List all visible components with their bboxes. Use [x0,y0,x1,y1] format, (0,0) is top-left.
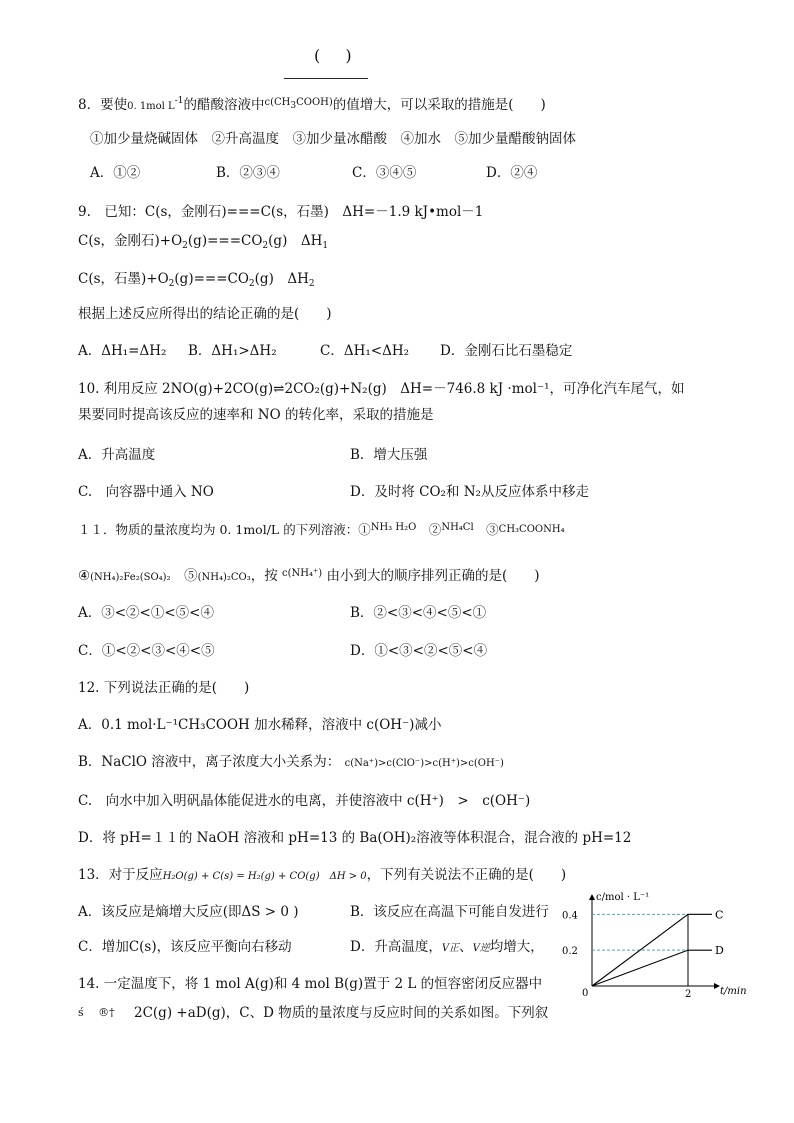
q8-option-c: C．③④⑤ [352,165,417,181]
q13-option-d-a: D．升高温度， [350,939,442,955]
q8-conc-text: 0. 1mol L [127,101,175,112]
q8-ratio-b: COOH) [296,97,333,108]
q9-option-d: D．金刚石比石墨稳定 [440,343,573,359]
q10-option-c: C. 向容器中通入 NO [78,484,214,500]
q11-option-d: D．①<③<②<⑤<④ [350,643,488,659]
q9-eq2-c: (g) ΔH [254,271,309,287]
q9-option-b: B．ΔH₁>ΔH₂ [188,343,277,359]
q10-line1: 10. 利用反应 2NO(g)+2CO(g)⇌2CO₂(g)+N₂(g) ΔH=－746.8 kJ ·mol⁻¹，可净化汽车尾气，如 [78,381,685,397]
q13-sep: 、 [459,939,473,955]
q11-mid: ，按 [250,568,278,584]
q9-eq2-a: C(s，石墨)+O [78,271,169,287]
q10-option-b: B．增大压强 [350,447,428,463]
q8-stem-a: 8．要使 [78,97,128,113]
q11-solution-2: NH₄Cl [441,522,474,533]
x-tick-0: 0 [582,988,589,999]
q8-ratio [264,97,333,111]
q9-stem: 9. 已知：C(s，金刚石)===C(s，石墨) ΔH=－1.9 kJ•mol－1 [78,204,484,220]
q11-solution-1: NH₃ H₂O [370,522,417,533]
q8-stem [78,92,546,116]
q9-eq1-a: C(s，金刚石)+O [78,233,183,249]
q8-option-b: B．②③④ [216,165,280,181]
q10-option-d: D．及时将 CO₂和 N₂从反应体系中移走 [350,484,589,500]
q13-v-reverse: V逆 [472,943,490,954]
q13-stem [78,866,566,886]
q8-conc-sup: -1 [174,96,184,106]
q13-option-a: A．该反应是熵增大反应(即ΔS > 0 ) [78,904,299,920]
y-axis-arrow [589,894,595,900]
q12-option-b-text: B．NaClO 溶液中，离子浓度大小关系为： [78,754,341,770]
x-tick-2: 2 [685,989,692,1000]
q8-conc [127,96,184,112]
y-tick-0-2: 0.2 [562,946,578,958]
q13-stem-a: 13．对于反应 [78,867,163,883]
q11-solution-3: CH₃COONH₄ [498,524,565,535]
q9-option-a: A．ΔH₁=ΔH₂ [78,343,167,359]
q13-option-c: C．增加C(s)，该反应平衡向右移动 [78,939,292,955]
q14-line2: 2C(g) +aD(g)，C、D 物质的量浓度与反应时间的关系如图。下列叙 [134,1005,549,1021]
answer-blank [284,46,368,79]
q8-stem-c: 的值增大，可以采取的措施是( ) [332,97,546,113]
q13-reaction: H₂O(g) + C(s) = H₂(g) + CO(g) ΔH > 0 [162,871,367,882]
series-line-D [592,950,712,986]
q13-option-d [350,938,544,958]
q10-option-a: A．升高温度 [78,447,156,463]
q11-tail: 由小到大的顺序排列正确的是( ) [326,568,540,584]
concentration-time-chart [558,888,747,1006]
q9-eq1-c: (g) ΔH [268,233,323,249]
q13-stem-b: ，下列有关说法不正确的是( ) [366,867,567,883]
q11-ion: c(NH₄⁺) [282,568,323,579]
q11-option-c: C．①<②<③<④<⑤ [78,643,215,659]
series-label-C: C [715,908,724,922]
q8-ratio-sub: 3 [290,101,297,111]
q8-measures: ①加少量烧碱固体 ②升高温度 ③加少量冰醋酸 ④加水 ⑤加少量醋酸钠固体 [90,131,576,147]
q12-option-d: D．将 pH=１１的 NaOH 溶液和 pH=13 的 Ba(OH)₂溶液等体积混合，混合液的 pH=12 [78,830,632,846]
q11-stem-2: ④(NH₄)₂Fe₂(SO₄)₂ ⑤(NH₄)₂CO₃，按 $^{c(NH_4^+)}$ 由小到大的顺序排列正确的是( ) [78,568,540,584]
q11-stem-text: １１．物质的量浓度均为 0. 1mol/L 的下列溶液：① [78,522,371,537]
q11-option-b: B．②<③<④<⑤<① [350,605,487,621]
q12-option-a: A．0.1 mol·L⁻¹CH₃COOH 加水稀释，溶液中 c(OH⁻)减小 [78,717,442,733]
q9-eq2-b: (g)===CO [174,271,249,287]
q14-line1: 14. 一定温度下，将 1 mol A(g)和 4 mol B(g)置于 2 L 的恒容密闭反应器中 [78,976,543,992]
q11-solution-4: (NH₄)₂Fe₂(SO₄)₂ [90,572,171,583]
q8-ratio-a: c(CH [264,97,291,108]
q12-option-b-relation: c(Na⁺)>c(ClO⁻)>c(H⁺)>c(OH⁻) [344,758,504,769]
q11-stem: １１．物质的量浓度均为 0. 1mol/L 的下列溶液：①$^{NH_3 H_2O}$ ②$^{NH_4Cl}$ ③CH₃COONH₄ [78,522,565,537]
q13-option-d-b: 均增大， [489,939,544,955]
q10-line2: 果要同时提高该反应的速率和 NO 的转化率，采取的措施是 [78,407,434,423]
q11-solution-5: (NH₄)₂CO₃ [197,572,251,583]
q8-stem-b: 的醋酸溶液中 [183,97,265,113]
q9-eq2: C(s，石墨)$+O_2(g)===CO_2(g)$ $\Delta H_2$ [78,271,315,289]
q8-option-d: D．②④ [486,165,538,181]
q9-question: 根据上述反应所得出的结论正确的是( ) [78,306,332,322]
x-axis-label: t/min [720,986,747,997]
q9-eq1-b: (g)===CO [187,233,263,249]
q11-option-a: A．③<②<①<⑤<④ [78,605,214,621]
q8-option-a: A．①② [90,165,141,181]
series-label-D: D [715,944,724,958]
q12-stem: 12. 下列说法正确的是( ) [78,680,250,696]
answer-paren: ( ) [314,46,362,65]
q12-option-c: C. 向水中加入明矾晶体能促进水的电离，并使溶液中 c(H⁺) > c(OH⁻) [78,793,531,809]
q9-option-c: C．ΔH₁<ΔH₂ [320,343,410,359]
q14-garble: ś ®† [78,1006,115,1019]
y-axis-label: c/mol · L⁻¹ [596,892,650,903]
q13-option-b: B．该反应在高温下可能自发进行 [350,904,549,920]
q13-v-forward: V正 [441,943,460,954]
q12-option-b [78,753,504,773]
q9-eq1: C(s，金刚石)$+O_2(g)===CO_2(g)$ $\Delta H_1$ [78,233,329,251]
y-tick-0-4: 0.4 [562,910,578,922]
